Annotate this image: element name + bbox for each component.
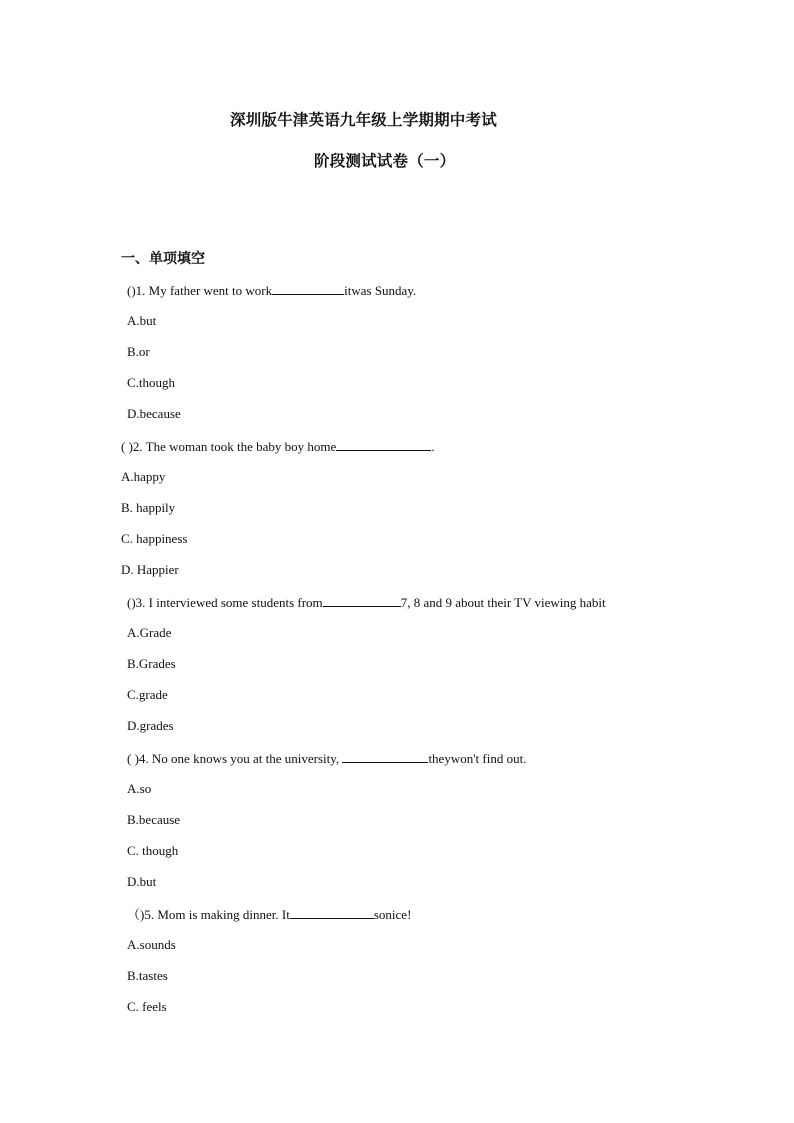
question-2-text-before: ( )2. The woman took the baby boy home xyxy=(121,439,337,454)
question-2-text-after: . xyxy=(431,439,435,454)
question-3-stem xyxy=(127,594,606,611)
question-5-text-after: sonice! xyxy=(373,907,412,922)
question-3-option-a: A.Grade xyxy=(127,625,172,640)
question-5-blank xyxy=(290,906,374,919)
question-4-option-a: A.so xyxy=(127,781,152,796)
question-3-option-b: B.Grades xyxy=(127,656,176,671)
question-4-option-c: C. though xyxy=(127,843,179,858)
question-4-option-d: D.but xyxy=(127,874,157,889)
question-4-stem xyxy=(127,750,526,767)
question-4-blank xyxy=(342,750,428,763)
question-3-text-after: 7, 8 and 9 about their TV viewing habit xyxy=(400,595,606,610)
question-1-option-a: A.but xyxy=(127,313,157,328)
question-5-option-a: A.sounds xyxy=(127,937,176,952)
question-2-option-a: A.happy xyxy=(121,469,166,484)
question-1-text-after: itwas Sunday. xyxy=(344,283,417,298)
question-1-text-before: ()1. My father went to work xyxy=(127,283,273,298)
question-2-option-c: C. happiness xyxy=(121,531,188,546)
question-4-text-before: ( )4. No one knows you at the university, xyxy=(127,751,343,766)
question-2-stem xyxy=(121,438,435,455)
question-2-option-b: B. happily xyxy=(121,500,176,515)
question-1-blank xyxy=(272,282,344,295)
question-1-option-c: C.though xyxy=(127,375,176,390)
question-3-blank xyxy=(323,594,401,607)
question-4-text-after: theywon't find out. xyxy=(428,751,527,766)
question-3-option-d: D.grades xyxy=(127,718,174,733)
document-subtitle: 阶段测试试卷（一） xyxy=(314,151,456,170)
question-2-blank xyxy=(336,438,431,451)
question-2-option-d: D. Happier xyxy=(121,562,179,577)
question-5-option-b: B.tastes xyxy=(127,968,168,983)
question-1-option-d: D.because xyxy=(127,406,181,421)
question-3-text-before: ()3. I interviewed some students from xyxy=(127,595,323,610)
question-1-stem xyxy=(127,282,416,299)
question-1-option-b: B.or xyxy=(127,344,150,359)
question-5-stem xyxy=(127,906,411,923)
question-3-option-c: C.grade xyxy=(127,687,168,702)
document-title: 深圳版牛津英语九年级上学期期中考试 xyxy=(230,110,497,129)
question-5-option-c: C. feels xyxy=(127,999,167,1014)
question-5-text-before: （)5. Mom is making dinner. It xyxy=(127,907,290,922)
question-4-option-b: B.because xyxy=(127,812,181,827)
section-heading: 一、单项填空 xyxy=(121,251,205,267)
